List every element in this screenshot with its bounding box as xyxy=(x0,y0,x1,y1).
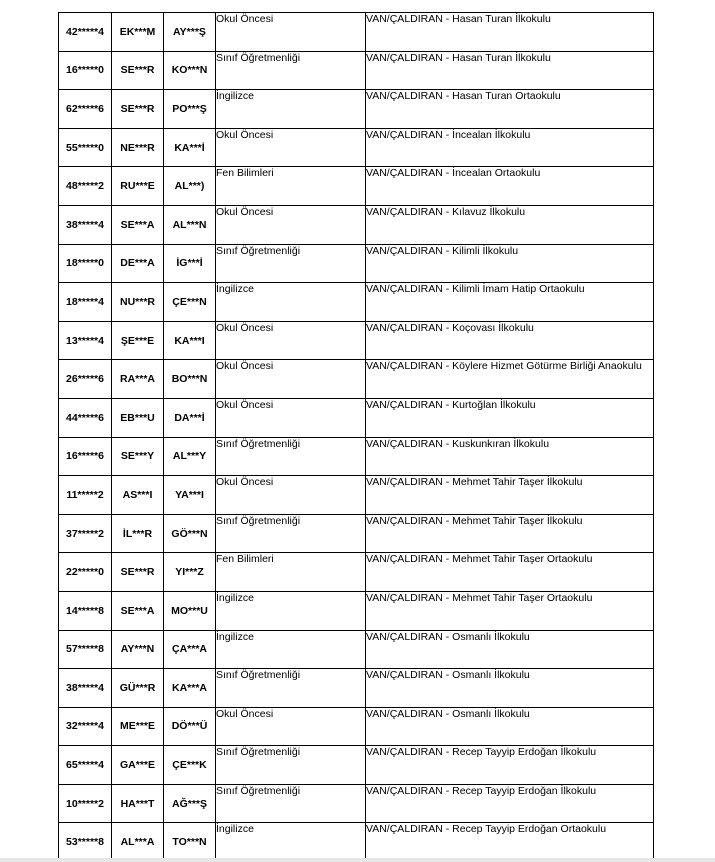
school-cell: VAN/ÇALDIRAN - Mehmet Tahir Taşer Ortaokulu xyxy=(366,591,654,630)
masked-last-name-cell: KO***N xyxy=(164,51,216,90)
school-cell: VAN/ÇALDIRAN - İncealan İlkokulu xyxy=(366,128,654,167)
school-cell: VAN/ÇALDIRAN - Kılavuz İlkokulu xyxy=(366,205,654,244)
branch-cell: Sınıf Öğretmenliği xyxy=(216,784,366,823)
branch-cell: İngilizce xyxy=(216,90,366,129)
school-cell: VAN/ÇALDIRAN - Kilimli İlkokulu xyxy=(366,244,654,283)
masked-last-name-cell: ÇE***N xyxy=(164,283,216,322)
school-cell: VAN/ÇALDIRAN - Hasan Turan İlkokulu xyxy=(366,13,654,52)
masked-first-name-cell: NU***R xyxy=(112,283,164,322)
masked-last-name-cell: AL***) xyxy=(164,167,216,206)
school-cell: VAN/ÇALDIRAN - Recep Tayyip Erdoğan İlkokulu xyxy=(366,784,654,823)
masked-first-name-cell: ŞE***E xyxy=(112,321,164,360)
table-row xyxy=(59,205,654,244)
branch-cell: Sınıf Öğretmenliği xyxy=(216,669,366,708)
table-row xyxy=(59,514,654,553)
table-row xyxy=(59,283,654,322)
table-row xyxy=(59,437,654,476)
table-row xyxy=(59,90,654,129)
school-cell: VAN/ÇALDIRAN - Recep Tayyip Erdoğan Ortaokulu xyxy=(366,823,654,862)
table-row xyxy=(59,51,654,90)
masked-first-name-cell: AS***I xyxy=(112,476,164,515)
masked-last-name-cell: AY***Ş xyxy=(164,13,216,52)
masked-id-cell: 18*****4 xyxy=(59,283,112,322)
masked-id-cell: 44*****6 xyxy=(59,398,112,437)
masked-last-name-cell: YA***I xyxy=(164,476,216,515)
table-row xyxy=(59,244,654,283)
masked-id-cell: 48*****2 xyxy=(59,167,112,206)
table-row xyxy=(59,128,654,167)
masked-last-name-cell: KA***A xyxy=(164,669,216,708)
branch-cell: Okul Öncesi xyxy=(216,707,366,746)
masked-last-name-cell: ÇE***K xyxy=(164,746,216,785)
table-row xyxy=(59,784,654,823)
masked-id-cell: 55*****0 xyxy=(59,128,112,167)
masked-first-name-cell: HA***T xyxy=(112,784,164,823)
school-cell: VAN/ÇALDIRAN - Kilimli İmam Hatip Ortaokulu xyxy=(366,283,654,322)
branch-cell: Okul Öncesi xyxy=(216,360,366,399)
table-row xyxy=(59,669,654,708)
masked-id-cell: 65*****4 xyxy=(59,746,112,785)
masked-first-name-cell: SE***R xyxy=(112,553,164,592)
table-row xyxy=(59,823,654,862)
masked-last-name-cell: PO***Ş xyxy=(164,90,216,129)
school-cell: VAN/ÇALDIRAN - Hasan Turan Ortaokulu xyxy=(366,90,654,129)
branch-cell: Sınıf Öğretmenliği xyxy=(216,51,366,90)
masked-last-name-cell: ÇA***A xyxy=(164,630,216,669)
masked-last-name-cell: DÖ***Ü xyxy=(164,707,216,746)
masked-last-name-cell: BO***N xyxy=(164,360,216,399)
branch-cell: Sınıf Öğretmenliği xyxy=(216,746,366,785)
school-cell: VAN/ÇALDIRAN - Kurtoğlan İlkokulu xyxy=(366,398,654,437)
school-cell: VAN/ÇALDIRAN - Recep Tayyip Erdoğan İlkokulu xyxy=(366,746,654,785)
branch-cell: Sınıf Öğretmenliği xyxy=(216,244,366,283)
table-row xyxy=(59,321,654,360)
branch-cell: Okul Öncesi xyxy=(216,321,366,360)
school-cell: VAN/ÇALDIRAN - Köylere Hizmet Götürme Birliği Anaokulu xyxy=(366,360,654,399)
masked-first-name-cell: GÜ***R xyxy=(112,669,164,708)
masked-id-cell: 22*****0 xyxy=(59,553,112,592)
school-cell: VAN/ÇALDIRAN - Koçovası İlkokulu xyxy=(366,321,654,360)
masked-last-name-cell: DA***İ xyxy=(164,398,216,437)
masked-first-name-cell: SE***R xyxy=(112,51,164,90)
masked-id-cell: 18*****0 xyxy=(59,244,112,283)
page-bottom-edge xyxy=(0,858,715,862)
masked-first-name-cell: AY***N xyxy=(112,630,164,669)
masked-id-cell: 10*****2 xyxy=(59,784,112,823)
branch-cell: Okul Öncesi xyxy=(216,13,366,52)
branch-cell: İngilizce xyxy=(216,630,366,669)
table-row xyxy=(59,398,654,437)
masked-first-name-cell: RU***E xyxy=(112,167,164,206)
assignment-table-body xyxy=(59,13,654,862)
branch-cell: İngilizce xyxy=(216,283,366,322)
masked-first-name-cell: GA***E xyxy=(112,746,164,785)
branch-cell: Okul Öncesi xyxy=(216,398,366,437)
school-cell: VAN/ÇALDIRAN - İncealan Ortaokulu xyxy=(366,167,654,206)
branch-cell: Fen Bilimleri xyxy=(216,167,366,206)
table-row xyxy=(59,630,654,669)
masked-last-name-cell: AL***Y xyxy=(164,437,216,476)
masked-id-cell: 57*****8 xyxy=(59,630,112,669)
masked-first-name-cell: SE***A xyxy=(112,205,164,244)
masked-last-name-cell: AL***N xyxy=(164,205,216,244)
masked-first-name-cell: RA***A xyxy=(112,360,164,399)
table-row xyxy=(59,360,654,399)
masked-first-name-cell: SE***A xyxy=(112,591,164,630)
masked-id-cell: 53*****8 xyxy=(59,823,112,862)
masked-id-cell: 13*****4 xyxy=(59,321,112,360)
table-row xyxy=(59,13,654,52)
masked-id-cell: 14*****8 xyxy=(59,591,112,630)
table-row xyxy=(59,707,654,746)
masked-last-name-cell: TO***N xyxy=(164,823,216,862)
branch-cell: İngilizce xyxy=(216,591,366,630)
masked-first-name-cell: EK***M xyxy=(112,13,164,52)
masked-id-cell: 16*****0 xyxy=(59,51,112,90)
masked-id-cell: 62*****6 xyxy=(59,90,112,129)
school-cell: VAN/ÇALDIRAN - Mehmet Tahir Taşer Ortaokulu xyxy=(366,553,654,592)
masked-id-cell: 37*****2 xyxy=(59,514,112,553)
masked-id-cell: 42*****4 xyxy=(59,13,112,52)
branch-cell: İngilizce xyxy=(216,823,366,862)
assignment-table xyxy=(58,12,654,862)
school-cell: VAN/ÇALDIRAN - Osmanlı İlkokulu xyxy=(366,630,654,669)
school-cell: VAN/ÇALDIRAN - Osmanlı İlkokulu xyxy=(366,707,654,746)
masked-id-cell: 38*****4 xyxy=(59,669,112,708)
masked-first-name-cell: ME***E xyxy=(112,707,164,746)
table-row xyxy=(59,167,654,206)
table-row xyxy=(59,591,654,630)
masked-last-name-cell: AĞ***Ş xyxy=(164,784,216,823)
branch-cell: Sınıf Öğretmenliği xyxy=(216,514,366,553)
masked-first-name-cell: SE***R xyxy=(112,90,164,129)
masked-last-name-cell: MO***U xyxy=(164,591,216,630)
masked-first-name-cell: SE***Y xyxy=(112,437,164,476)
masked-last-name-cell: KA***I xyxy=(164,321,216,360)
table-row xyxy=(59,746,654,785)
school-cell: VAN/ÇALDIRAN - Kuskunkıran İlkokulu xyxy=(366,437,654,476)
branch-cell: Okul Öncesi xyxy=(216,476,366,515)
branch-cell: Okul Öncesi xyxy=(216,205,366,244)
school-cell: VAN/ÇALDIRAN - Mehmet Tahir Taşer İlkokulu xyxy=(366,476,654,515)
school-cell: VAN/ÇALDIRAN - Osmanlı İlkokulu xyxy=(366,669,654,708)
school-cell: VAN/ÇALDIRAN - Mehmet Tahir Taşer İlkokulu xyxy=(366,514,654,553)
masked-id-cell: 38*****4 xyxy=(59,205,112,244)
masked-id-cell: 32*****4 xyxy=(59,707,112,746)
masked-last-name-cell: KA***İ xyxy=(164,128,216,167)
table-row xyxy=(59,476,654,515)
masked-id-cell: 16*****6 xyxy=(59,437,112,476)
masked-id-cell: 11*****2 xyxy=(59,476,112,515)
masked-first-name-cell: AL***A xyxy=(112,823,164,862)
masked-first-name-cell: EB***U xyxy=(112,398,164,437)
branch-cell: Sınıf Öğretmenliği xyxy=(216,437,366,476)
masked-first-name-cell: İL***R xyxy=(112,514,164,553)
school-cell: VAN/ÇALDIRAN - Hasan Turan İlkokulu xyxy=(366,51,654,90)
branch-cell: Fen Bilimleri xyxy=(216,553,366,592)
branch-cell: Okul Öncesi xyxy=(216,128,366,167)
masked-first-name-cell: DE***A xyxy=(112,244,164,283)
table-row xyxy=(59,553,654,592)
masked-last-name-cell: YI***Z xyxy=(164,553,216,592)
masked-last-name-cell: İG***İ xyxy=(164,244,216,283)
masked-last-name-cell: GÖ***N xyxy=(164,514,216,553)
masked-first-name-cell: NE***R xyxy=(112,128,164,167)
masked-id-cell: 26*****6 xyxy=(59,360,112,399)
